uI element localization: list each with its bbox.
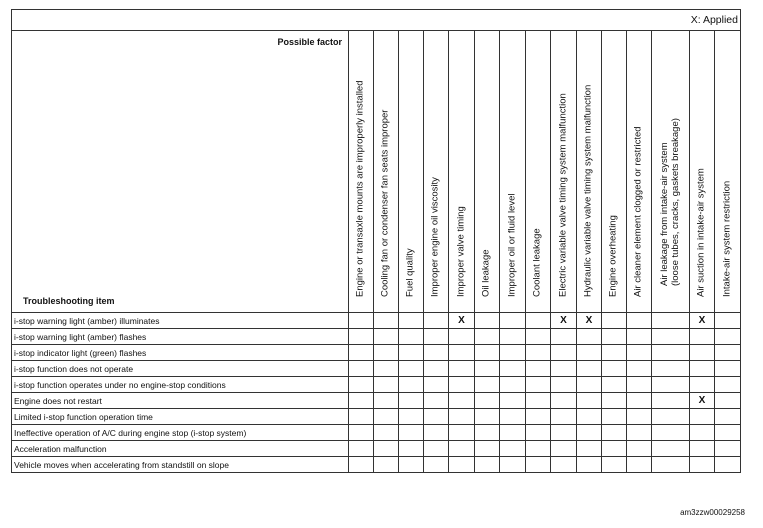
empty-cell xyxy=(399,441,424,457)
empty-cell xyxy=(449,409,475,425)
empty-cell xyxy=(551,393,577,409)
troubleshooting-item: Acceleration malfunction xyxy=(12,441,349,457)
empty-cell xyxy=(374,441,399,457)
empty-cell xyxy=(424,377,449,393)
empty-cell xyxy=(652,457,690,473)
empty-cell xyxy=(715,457,741,473)
empty-cell xyxy=(715,345,741,361)
empty-cell xyxy=(500,361,526,377)
empty-cell xyxy=(551,409,577,425)
empty-cell xyxy=(349,393,374,409)
empty-cell xyxy=(399,457,424,473)
troubleshooting-item: Limited i-stop function operation time xyxy=(12,409,349,425)
table-row xyxy=(12,457,741,473)
factor-label: Engine or transaxle mounts are improperly installed xyxy=(354,80,366,298)
empty-cell xyxy=(602,425,627,441)
empty-cell xyxy=(399,425,424,441)
empty-cell xyxy=(424,409,449,425)
empty-cell xyxy=(424,425,449,441)
empty-cell xyxy=(715,409,741,425)
empty-cell xyxy=(652,393,690,409)
empty-cell xyxy=(374,313,399,329)
empty-cell xyxy=(475,409,500,425)
empty-cell xyxy=(715,361,741,377)
empty-cell xyxy=(715,441,741,457)
factor-label: Air cleaner element clogged or restricted xyxy=(632,126,644,298)
empty-cell xyxy=(602,313,627,329)
applied-mark: X xyxy=(690,313,715,329)
empty-cell xyxy=(627,377,652,393)
empty-cell xyxy=(475,329,500,345)
empty-cell xyxy=(526,457,551,473)
header-row xyxy=(12,31,741,313)
empty-cell xyxy=(602,345,627,361)
empty-cell xyxy=(551,457,577,473)
empty-cell xyxy=(690,441,715,457)
empty-cell xyxy=(349,441,374,457)
empty-cell xyxy=(526,361,551,377)
troubleshooting-item: i-stop function operates under no engine-stop conditions xyxy=(12,377,349,393)
empty-cell xyxy=(652,425,690,441)
factor-label: Coolant leakage xyxy=(531,228,543,298)
empty-cell xyxy=(475,457,500,473)
empty-cell xyxy=(652,329,690,345)
empty-cell xyxy=(374,425,399,441)
empty-cell xyxy=(349,345,374,361)
troubleshooting-item: Engine does not restart xyxy=(12,393,349,409)
factor-header-cell xyxy=(374,31,399,313)
table-row xyxy=(12,361,741,377)
factor-header-cell xyxy=(449,31,475,313)
empty-cell xyxy=(652,441,690,457)
empty-cell xyxy=(652,361,690,377)
empty-cell xyxy=(349,377,374,393)
empty-cell xyxy=(602,409,627,425)
table-row xyxy=(12,425,741,441)
empty-cell xyxy=(374,393,399,409)
empty-cell xyxy=(627,393,652,409)
factor-header-cell xyxy=(399,31,424,313)
factor-label: Hydraulic variable valve timing system malfunction xyxy=(582,84,594,298)
factor-header-cell xyxy=(577,31,602,313)
factor-header-cell xyxy=(602,31,627,313)
empty-cell xyxy=(551,441,577,457)
table-row xyxy=(12,377,741,393)
empty-cell xyxy=(475,361,500,377)
empty-cell xyxy=(551,329,577,345)
troubleshooting-item: Vehicle moves when accelerating from standstill on slope xyxy=(12,457,349,473)
table-row xyxy=(12,329,741,345)
empty-cell xyxy=(577,425,602,441)
table-row xyxy=(12,313,741,329)
troubleshooting-item: i-stop indicator light (green) flashes xyxy=(12,345,349,361)
empty-cell xyxy=(449,361,475,377)
empty-cell xyxy=(399,313,424,329)
empty-cell xyxy=(399,409,424,425)
empty-cell xyxy=(500,457,526,473)
empty-cell xyxy=(551,377,577,393)
empty-cell xyxy=(627,409,652,425)
factor-header-cell xyxy=(715,31,741,313)
empty-cell xyxy=(715,377,741,393)
empty-cell xyxy=(449,441,475,457)
table-row xyxy=(12,441,741,457)
troubleshooting-table xyxy=(11,9,741,473)
empty-cell xyxy=(475,345,500,361)
empty-cell xyxy=(500,313,526,329)
factor-label: Oil leakage xyxy=(480,249,492,298)
empty-cell xyxy=(475,313,500,329)
empty-cell xyxy=(627,457,652,473)
empty-cell xyxy=(526,313,551,329)
empty-cell xyxy=(551,345,577,361)
empty-cell xyxy=(500,393,526,409)
factor-header-cell xyxy=(424,31,449,313)
empty-cell xyxy=(577,377,602,393)
empty-cell xyxy=(374,409,399,425)
empty-cell xyxy=(690,409,715,425)
empty-cell xyxy=(602,329,627,345)
factor-label: Air leakage from intake-air system (loose tubes, cracks, gaskets breakage) xyxy=(658,118,681,287)
empty-cell xyxy=(475,393,500,409)
applied-mark: X xyxy=(551,313,577,329)
empty-cell xyxy=(715,329,741,345)
empty-cell xyxy=(690,361,715,377)
empty-cell xyxy=(399,393,424,409)
factor-label: Intake-air system restriction xyxy=(721,180,733,298)
empty-cell xyxy=(690,329,715,345)
empty-cell xyxy=(424,361,449,377)
empty-cell xyxy=(349,425,374,441)
applied-mark: X xyxy=(449,313,475,329)
factor-label: Electric variable valve timing system malfunction xyxy=(557,93,569,298)
table-row xyxy=(12,409,741,425)
empty-cell xyxy=(449,393,475,409)
empty-cell xyxy=(424,441,449,457)
troubleshooting-item: Ineffective operation of A/C during engine stop (i-stop system) xyxy=(12,425,349,441)
troubleshooting-item: i-stop function does not operate xyxy=(12,361,349,377)
empty-cell xyxy=(349,361,374,377)
empty-cell xyxy=(577,441,602,457)
empty-cell xyxy=(349,409,374,425)
factor-label: Air suction in intake-air system xyxy=(695,168,707,298)
factor-header-cell xyxy=(475,31,500,313)
empty-cell xyxy=(399,361,424,377)
empty-cell xyxy=(627,361,652,377)
empty-cell xyxy=(602,361,627,377)
factor-header-cell xyxy=(627,31,652,313)
applied-mark: X xyxy=(577,313,602,329)
empty-cell xyxy=(349,329,374,345)
empty-cell xyxy=(399,329,424,345)
factor-header-cell xyxy=(551,31,577,313)
empty-cell xyxy=(475,425,500,441)
empty-cell xyxy=(449,457,475,473)
empty-cell xyxy=(374,457,399,473)
empty-cell xyxy=(526,425,551,441)
empty-cell xyxy=(399,377,424,393)
troubleshooting-item: i-stop warning light (amber) illuminates xyxy=(12,313,349,329)
empty-cell xyxy=(500,425,526,441)
legend-applied: X: Applied xyxy=(12,10,741,31)
possible-factor-heading: Possible factor xyxy=(277,37,342,47)
empty-cell xyxy=(500,409,526,425)
table-row xyxy=(12,393,741,409)
empty-cell xyxy=(424,313,449,329)
legend-row xyxy=(12,10,741,31)
factor-label: Improper engine oil viscosity xyxy=(429,177,441,298)
factor-label: Cooling fan or condenser fan seats improper xyxy=(379,109,391,298)
corner-header-cell xyxy=(12,31,349,313)
empty-cell xyxy=(526,345,551,361)
empty-cell xyxy=(475,377,500,393)
empty-cell xyxy=(500,345,526,361)
factor-header-cell xyxy=(526,31,551,313)
empty-cell xyxy=(627,425,652,441)
empty-cell xyxy=(526,329,551,345)
empty-cell xyxy=(424,329,449,345)
empty-cell xyxy=(551,361,577,377)
empty-cell xyxy=(602,393,627,409)
empty-cell xyxy=(449,377,475,393)
empty-cell xyxy=(577,345,602,361)
empty-cell xyxy=(690,345,715,361)
factor-label: Engine overheating xyxy=(607,215,619,298)
empty-cell xyxy=(577,457,602,473)
empty-cell xyxy=(374,345,399,361)
empty-cell xyxy=(526,393,551,409)
empty-cell xyxy=(526,441,551,457)
applied-mark: X xyxy=(690,393,715,409)
empty-cell xyxy=(449,345,475,361)
empty-cell xyxy=(424,393,449,409)
empty-cell xyxy=(602,457,627,473)
factor-header-cell xyxy=(500,31,526,313)
empty-cell xyxy=(652,313,690,329)
empty-cell xyxy=(424,345,449,361)
factor-header-cell xyxy=(349,31,374,313)
empty-cell xyxy=(374,329,399,345)
empty-cell xyxy=(652,377,690,393)
empty-cell xyxy=(690,377,715,393)
empty-cell xyxy=(652,409,690,425)
empty-cell xyxy=(690,457,715,473)
empty-cell xyxy=(349,313,374,329)
empty-cell xyxy=(399,345,424,361)
empty-cell xyxy=(500,377,526,393)
factor-label: Improper valve timing xyxy=(455,206,467,298)
empty-cell xyxy=(526,377,551,393)
empty-cell xyxy=(602,441,627,457)
factor-header-cell xyxy=(652,31,690,313)
empty-cell xyxy=(690,425,715,441)
empty-cell xyxy=(577,409,602,425)
empty-cell xyxy=(349,457,374,473)
empty-cell xyxy=(627,313,652,329)
empty-cell xyxy=(449,425,475,441)
empty-cell xyxy=(602,377,627,393)
troubleshooting-item: i-stop warning light (amber) flashes xyxy=(12,329,349,345)
empty-cell xyxy=(715,313,741,329)
factor-label: Improper oil or fluid level xyxy=(506,193,518,298)
empty-cell xyxy=(449,329,475,345)
empty-cell xyxy=(715,393,741,409)
empty-cell xyxy=(475,441,500,457)
figure-id: am3zzw00029258 xyxy=(680,508,745,517)
empty-cell xyxy=(500,441,526,457)
factor-label: Fuel quality xyxy=(404,248,416,298)
empty-cell xyxy=(374,361,399,377)
empty-cell xyxy=(551,425,577,441)
empty-cell xyxy=(526,409,551,425)
empty-cell xyxy=(577,329,602,345)
empty-cell xyxy=(627,345,652,361)
empty-cell xyxy=(374,377,399,393)
table-row xyxy=(12,345,741,361)
empty-cell xyxy=(652,345,690,361)
empty-cell xyxy=(627,329,652,345)
empty-cell xyxy=(577,393,602,409)
empty-cell xyxy=(715,425,741,441)
empty-cell xyxy=(627,441,652,457)
empty-cell xyxy=(577,361,602,377)
troubleshooting-item-heading: Troubleshooting item xyxy=(23,296,115,306)
empty-cell xyxy=(424,457,449,473)
factor-header-cell xyxy=(690,31,715,313)
empty-cell xyxy=(500,329,526,345)
